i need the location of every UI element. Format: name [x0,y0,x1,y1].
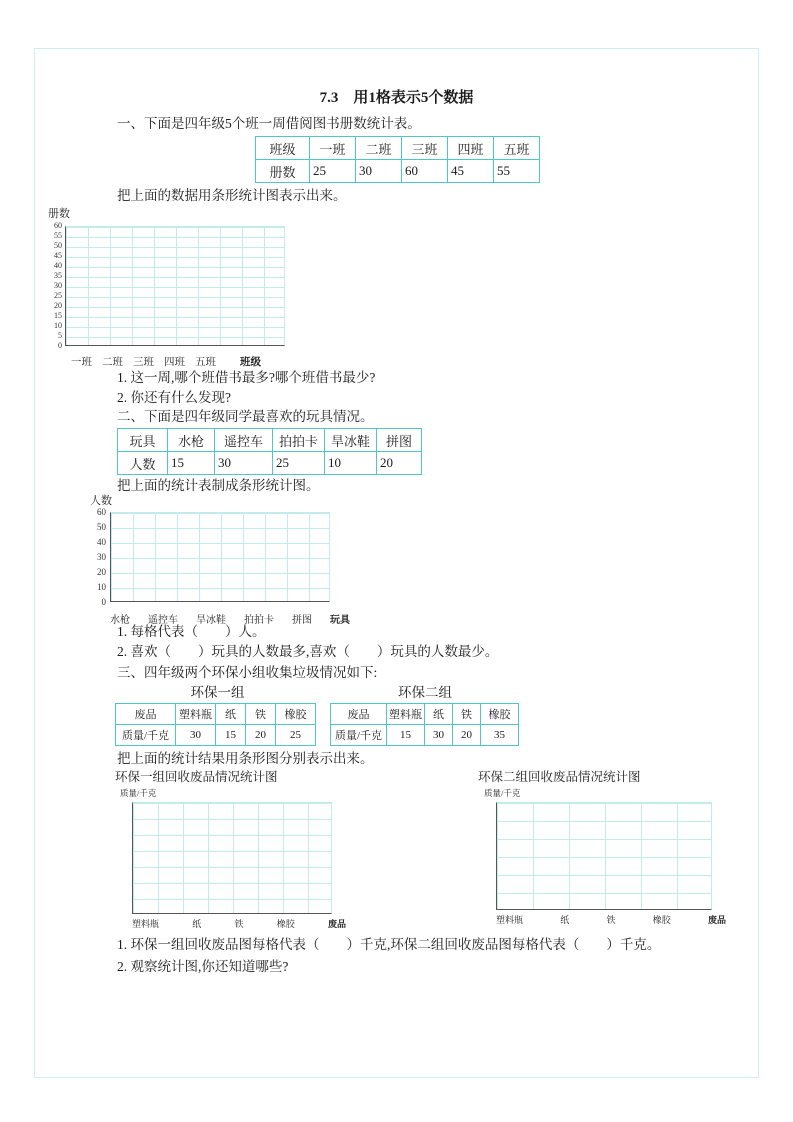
y-tick: 35 [54,271,62,280]
x-label: 塑料瓶 [496,915,524,925]
table-cell: 四班 [448,137,494,160]
table-cell: 35 [481,725,519,746]
toys-chart [88,492,350,626]
section2-prompt: 把上面的统计表制成条形统计图。 [117,478,320,493]
x-label: 纸 [192,919,202,929]
table-cell: 遥控车 [215,429,273,452]
table-cell: 15 [168,452,215,475]
x-label: 塑料瓶 [132,919,160,929]
group1-chart [114,787,346,930]
table-cell: 30 [176,725,216,746]
table-row [256,137,540,160]
table-cell: 质量/千克 [116,725,176,746]
section3-intro: 三、四年级两个环保小组收集垃圾情况如下: [117,665,378,680]
x-label: 旱冰鞋 [196,615,226,626]
x-label: 拼图 [292,615,312,626]
toys-table [117,428,422,475]
table-cell: 玩具 [118,429,168,452]
section2-question2: 2. 喜欢（ ）玩具的人数最多,喜欢（ ）玩具的人数最少。 [117,644,499,659]
table-cell: 60 [402,160,448,183]
table-cell: 二班 [356,137,402,160]
y-tick: 10 [54,321,62,330]
books-chart-x-axis-label: 班级 [240,357,261,368]
books-chart-x-labels [71,354,285,369]
table-cell: 20 [453,725,481,746]
table-cell: 班级 [256,137,310,160]
section3-prompt: 把上面的统计结果用条形图分别表示出来。 [117,751,374,766]
y-tick: 30 [54,281,62,290]
x-label: 铁 [606,915,616,925]
x-label: 纸 [560,915,570,925]
table-cell: 铁 [246,704,276,725]
y-tick: 5 [58,331,62,340]
books-table [255,136,540,183]
table-cell: 纸 [425,704,453,725]
y-tick: 45 [54,251,62,260]
table-cell: 45 [448,160,494,183]
y-tick: 20 [97,567,106,577]
section2-question1: 1. 每格代表（ ）人。 [117,624,266,639]
table-cell: 三班 [402,137,448,160]
group2-chart-x-labels [496,913,726,926]
group1-chart-x-axis-label: 废品 [327,919,346,929]
section2-intro: 二、下面是四年级同学最喜欢的玩具情况。 [117,409,374,424]
toys-chart-grid [110,512,330,602]
table-cell: 一班 [310,137,356,160]
y-tick: 60 [54,221,62,230]
x-label: 四班 [164,357,185,368]
group2-chart-y-axis-label: 质量/千克 [484,788,521,798]
table-row [331,725,519,746]
y-tick: 10 [97,582,106,592]
group2-chart-x-axis-label: 废品 [707,915,726,925]
group1-chart-x-labels [132,917,346,930]
books-chart-y-ticks [46,222,62,350]
group2-title: 环保二组 [398,685,452,700]
x-label: 橡胶 [276,919,295,929]
table-row [118,429,422,452]
table-cell: 水枪 [168,429,215,452]
table-cell: 橡胶 [276,704,316,725]
group2-chart [478,787,726,926]
table-cell: 25 [273,452,325,475]
table-row [331,704,519,725]
table-cell: 废品 [331,704,387,725]
table-cell: 质量/千克 [331,725,387,746]
y-tick: 60 [97,507,106,517]
x-label: 水枪 [110,615,130,626]
table-cell: 30 [356,160,402,183]
x-label: 一班 [71,357,92,368]
table-cell: 10 [325,452,377,475]
section3-question2: 2. 观察统计图,你还知道哪些? [117,959,289,974]
y-tick: 25 [54,291,62,300]
table-cell: 15 [216,725,246,746]
group1-title: 环保一组 [190,685,245,700]
group1-chart-y-axis-label: 质量/千克 [120,788,157,798]
books-chart-grid [65,226,285,346]
table-row [118,452,422,475]
table-cell: 册数 [256,160,310,183]
section1-question2: 2. 你还有什么发现? [117,390,231,405]
table-cell: 旱冰鞋 [325,429,377,452]
table-row [116,704,316,725]
x-label: 二班 [102,357,123,368]
table-cell: 30 [425,725,453,746]
x-label: 三班 [133,357,154,368]
y-tick: 55 [54,231,62,240]
section1-prompt: 把上面的数据用条形统计图表示出来。 [117,188,347,203]
recycle-table-group1 [115,703,316,746]
table-cell: 铁 [453,704,481,725]
y-tick: 40 [54,261,62,270]
table-cell: 拍拍卡 [273,429,325,452]
y-tick: 50 [54,241,62,250]
group2-chart-title: 环保二组回收废品情况统计图 [478,770,641,784]
table-cell: 25 [310,160,356,183]
table-cell: 五班 [494,137,540,160]
toys-chart-y-axis-label: 人数 [90,495,112,507]
y-tick: 15 [54,311,62,320]
table-cell: 30 [215,452,273,475]
table-cell: 15 [387,725,425,746]
section3-question1: 1. 环保一组回收废品图每格代表（ ）千克,环保二组回收废品图每格代表（ ）千克。 [117,937,661,952]
table-row [116,725,316,746]
section1-question1: 1. 这一周,哪个班借书最多?哪个班借书最少? [117,370,376,385]
table-cell: 25 [276,725,316,746]
table-cell: 20 [377,452,422,475]
table-row [256,160,540,183]
table-cell: 拼图 [377,429,422,452]
page-title: 7.3 用1格表示5个数据 [319,90,474,106]
y-tick: 0 [101,597,106,607]
recycle-table-group2 [330,703,519,746]
section1-intro: 一、下面是四年级5个班一周借阅图书册数统计表。 [117,116,421,131]
x-label: 五班 [195,357,216,368]
table-cell: 人数 [118,452,168,475]
y-tick: 0 [58,341,62,350]
toys-chart-y-ticks [88,508,106,607]
books-chart-y-axis-label: 册数 [48,208,70,220]
x-label: 橡胶 [652,915,671,925]
group2-chart-grid [496,802,712,910]
table-cell: 55 [494,160,540,183]
table-cell: 橡胶 [481,704,519,725]
table-cell: 塑料瓶 [176,704,216,725]
y-tick: 50 [97,522,106,532]
toys-chart-x-axis-label: 玩具 [330,615,350,626]
table-cell: 塑料瓶 [387,704,425,725]
y-tick: 30 [97,552,106,562]
group1-chart-grid [132,802,332,914]
books-chart [46,205,285,369]
table-cell: 20 [246,725,276,746]
group1-chart-title: 环保一组回收废品情况统计图 [115,770,278,784]
x-label: 拍拍卡 [244,615,274,626]
x-label: 铁 [234,919,244,929]
table-cell: 纸 [216,704,246,725]
y-tick: 40 [97,537,106,547]
table-cell: 废品 [116,704,176,725]
x-label: 遥控车 [148,615,178,626]
y-tick: 20 [54,301,62,310]
